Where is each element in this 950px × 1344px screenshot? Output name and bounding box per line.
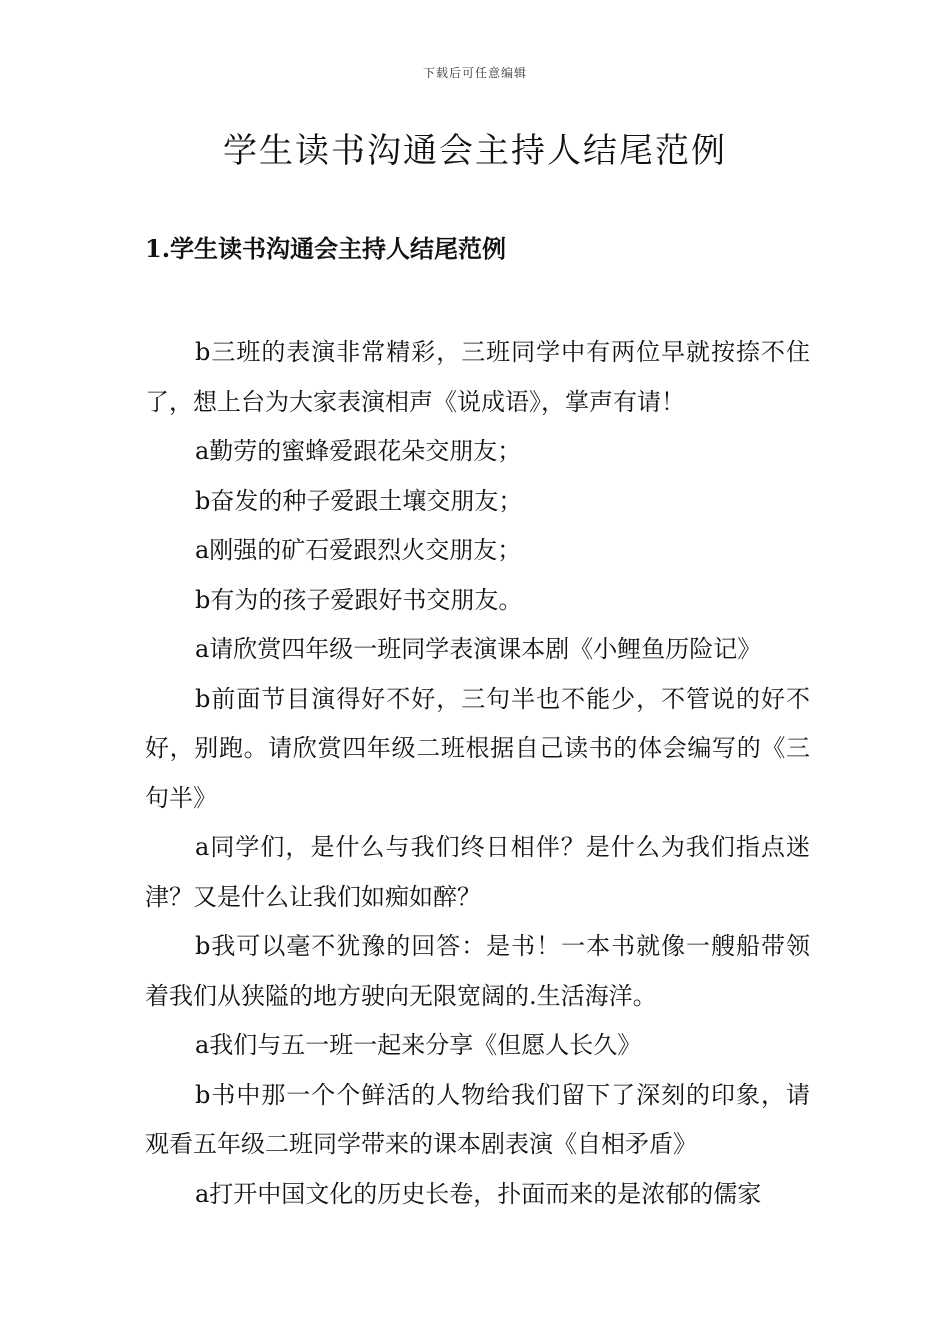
section-heading: 1.学生读书沟通会主持人结尾范例 [145,234,507,263]
paragraph: b有为的孩子爱跟好书交朋友。 [195,585,523,614]
paragraph: a勤劳的蜜蜂爱跟花朵交朋友； [195,437,522,465]
paragraph: b我可以毫不犹豫的回答：是书！一本书就像一艘船带领着我们从狭隘的地方驶向无限宽阔的.生活海洋。 [145,932,810,1010]
paragraph: a我们与五一班一起来分享《但愿人长久》 [195,1031,642,1059]
paragraph: b书中那一个个鲜活的人物给我们留下了深刻的印象，请观看五年级二班同学带来的课本剧表演《自相矛盾》 [145,1080,810,1158]
paragraph: b奋发的种子爱跟土壤交朋友； [195,486,523,515]
header-note: 下载后可任意编辑 [422,66,527,80]
paragraph: a刚强的矿石爱跟烈火交朋友； [195,536,522,564]
document-body [145,328,810,1219]
paragraph: a同学们，是什么与我们终日相伴？是什么为我们指点迷津？又是什么让我们如痴如醉？ [145,833,810,911]
paragraph: a请欣赏四年级一班同学表演课本剧《小鲤鱼历险记》 [195,635,762,663]
document-title: 学生读书沟通会主持人结尾范例 [223,131,727,171]
paragraph: b三班的表演非常精彩，三班同学中有两位早就按捺不住了，想上台为大家表演相声《说成语》，掌声有请！ [145,338,810,416]
paragraph: a打开中国文化的历史长卷，扑面而来的是浓郁的儒家 [195,1179,762,1208]
paragraph: b前面节目演得好不好，三句半也不能少，不管说的好不好，别跑。请欣赏四年级二班根据自己读书的体会编写的《三句半》 [145,684,810,812]
